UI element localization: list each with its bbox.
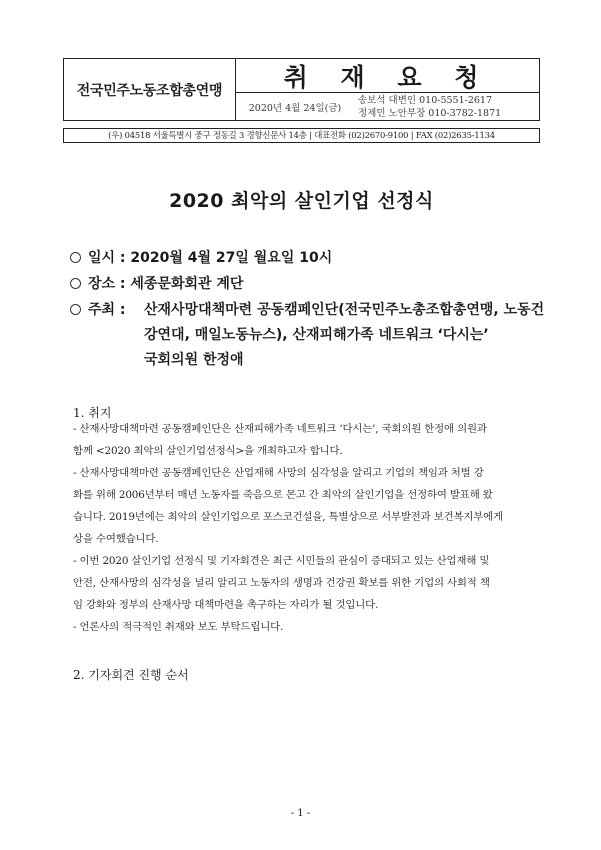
doc-date: 2020년 4월 24일(금): [248, 102, 342, 114]
circle-bullet-icon: [70, 252, 81, 263]
contact-spokesperson: 송보석 대변인 010-5551-2617: [358, 95, 493, 106]
info-host-text: [144, 298, 545, 373]
circle-bullet-icon: [70, 304, 81, 315]
paragraph-line: 함께 <2020 최악의 살인기업선정식>을 개최하고자 합니다.: [73, 445, 343, 457]
header-box: [63, 58, 540, 121]
paragraph-line: 습니다. 2019년에는 최악의 살인기업으로 포스코건설을, 특별상으로 서부발전과 보건복지부에게: [73, 511, 503, 523]
paragraph-line: - 이번 2020 살인기업 선정식 및 기자회견은 최근 시민들의 관심이 증대되고 있는 산업재해 및: [73, 555, 490, 567]
info-datetime: [70, 246, 540, 271]
address-bar: (우) 04518 서울특별시 중구 정동길 3 경향신문사 14층 | 대표전화 (02)2670-9100 | FAX (02)2635-1134: [63, 128, 540, 143]
paragraph-line: 임 강화와 정부의 산재사망 대책마련을 촉구하는 자리가 될 것입니다.: [73, 599, 379, 611]
org-name: 전국민주노동조합총연맹: [64, 59, 236, 120]
page-title: 2020 최악의 살인기업 선정식: [169, 190, 434, 212]
paragraph-line: 화를 위해 2006년부터 매년 노동자를 죽음으로 몬고 간 최악의 살인기업을 선정하여 발표해 왔: [73, 489, 493, 501]
paragraph-line: - 산재사망대책마련 공동캠페인단은 산업재해 사망의 심각성을 알리고 기업의 책임과 처벌 강: [73, 467, 484, 479]
paragraph-line: - 언론사의 적극적인 취재와 보도 부탁드립니다.: [73, 621, 284, 633]
host-line: 강연대, 매일노동뉴스), 산재피해가족 네트워크 ‘다시는’: [144, 327, 489, 343]
section-heading-order: 2. 기자회견 진행 순서: [73, 668, 189, 682]
paragraph-line: - 산재사망대책마련 공동캠페인단은 산재피해가족 네트워크 ‘다시는’, 국회의원 한정애 의원과: [73, 423, 487, 435]
info-datetime-text: 일시 : 2020월 4월 27일 월요일 10시: [88, 250, 333, 266]
paragraph-line: 상을 수여했습니다.: [73, 533, 159, 545]
doc-type-title: 취 재 요 청: [235, 59, 539, 93]
section-purpose-body: [73, 418, 543, 638]
info-place-text: 장소 : 세종문화회관 계단: [88, 276, 244, 292]
section-heading-purpose: 1. 취지: [73, 406, 112, 420]
host-line: 산재사망대책마련 공동캠페인단(전국민주노총조합총연맹, 노동건: [144, 302, 545, 318]
info-host-label: 주최 :: [88, 302, 126, 318]
contact-labor-safety: 정제민 노안부장 010-3782-1871: [358, 108, 502, 119]
paragraph-line: 안전, 산재사망의 심각성을 널리 알리고 노동자의 생명과 건강권 확보를 위한 기업의 사회적 책: [73, 577, 490, 589]
info-place: [70, 272, 540, 297]
circle-bullet-icon: [70, 278, 81, 289]
host-line: 국회의원 한정애: [144, 352, 244, 368]
info-host-label-wrap: [70, 298, 126, 323]
contacts: [358, 94, 538, 120]
page-number: - 1 -: [290, 808, 311, 819]
